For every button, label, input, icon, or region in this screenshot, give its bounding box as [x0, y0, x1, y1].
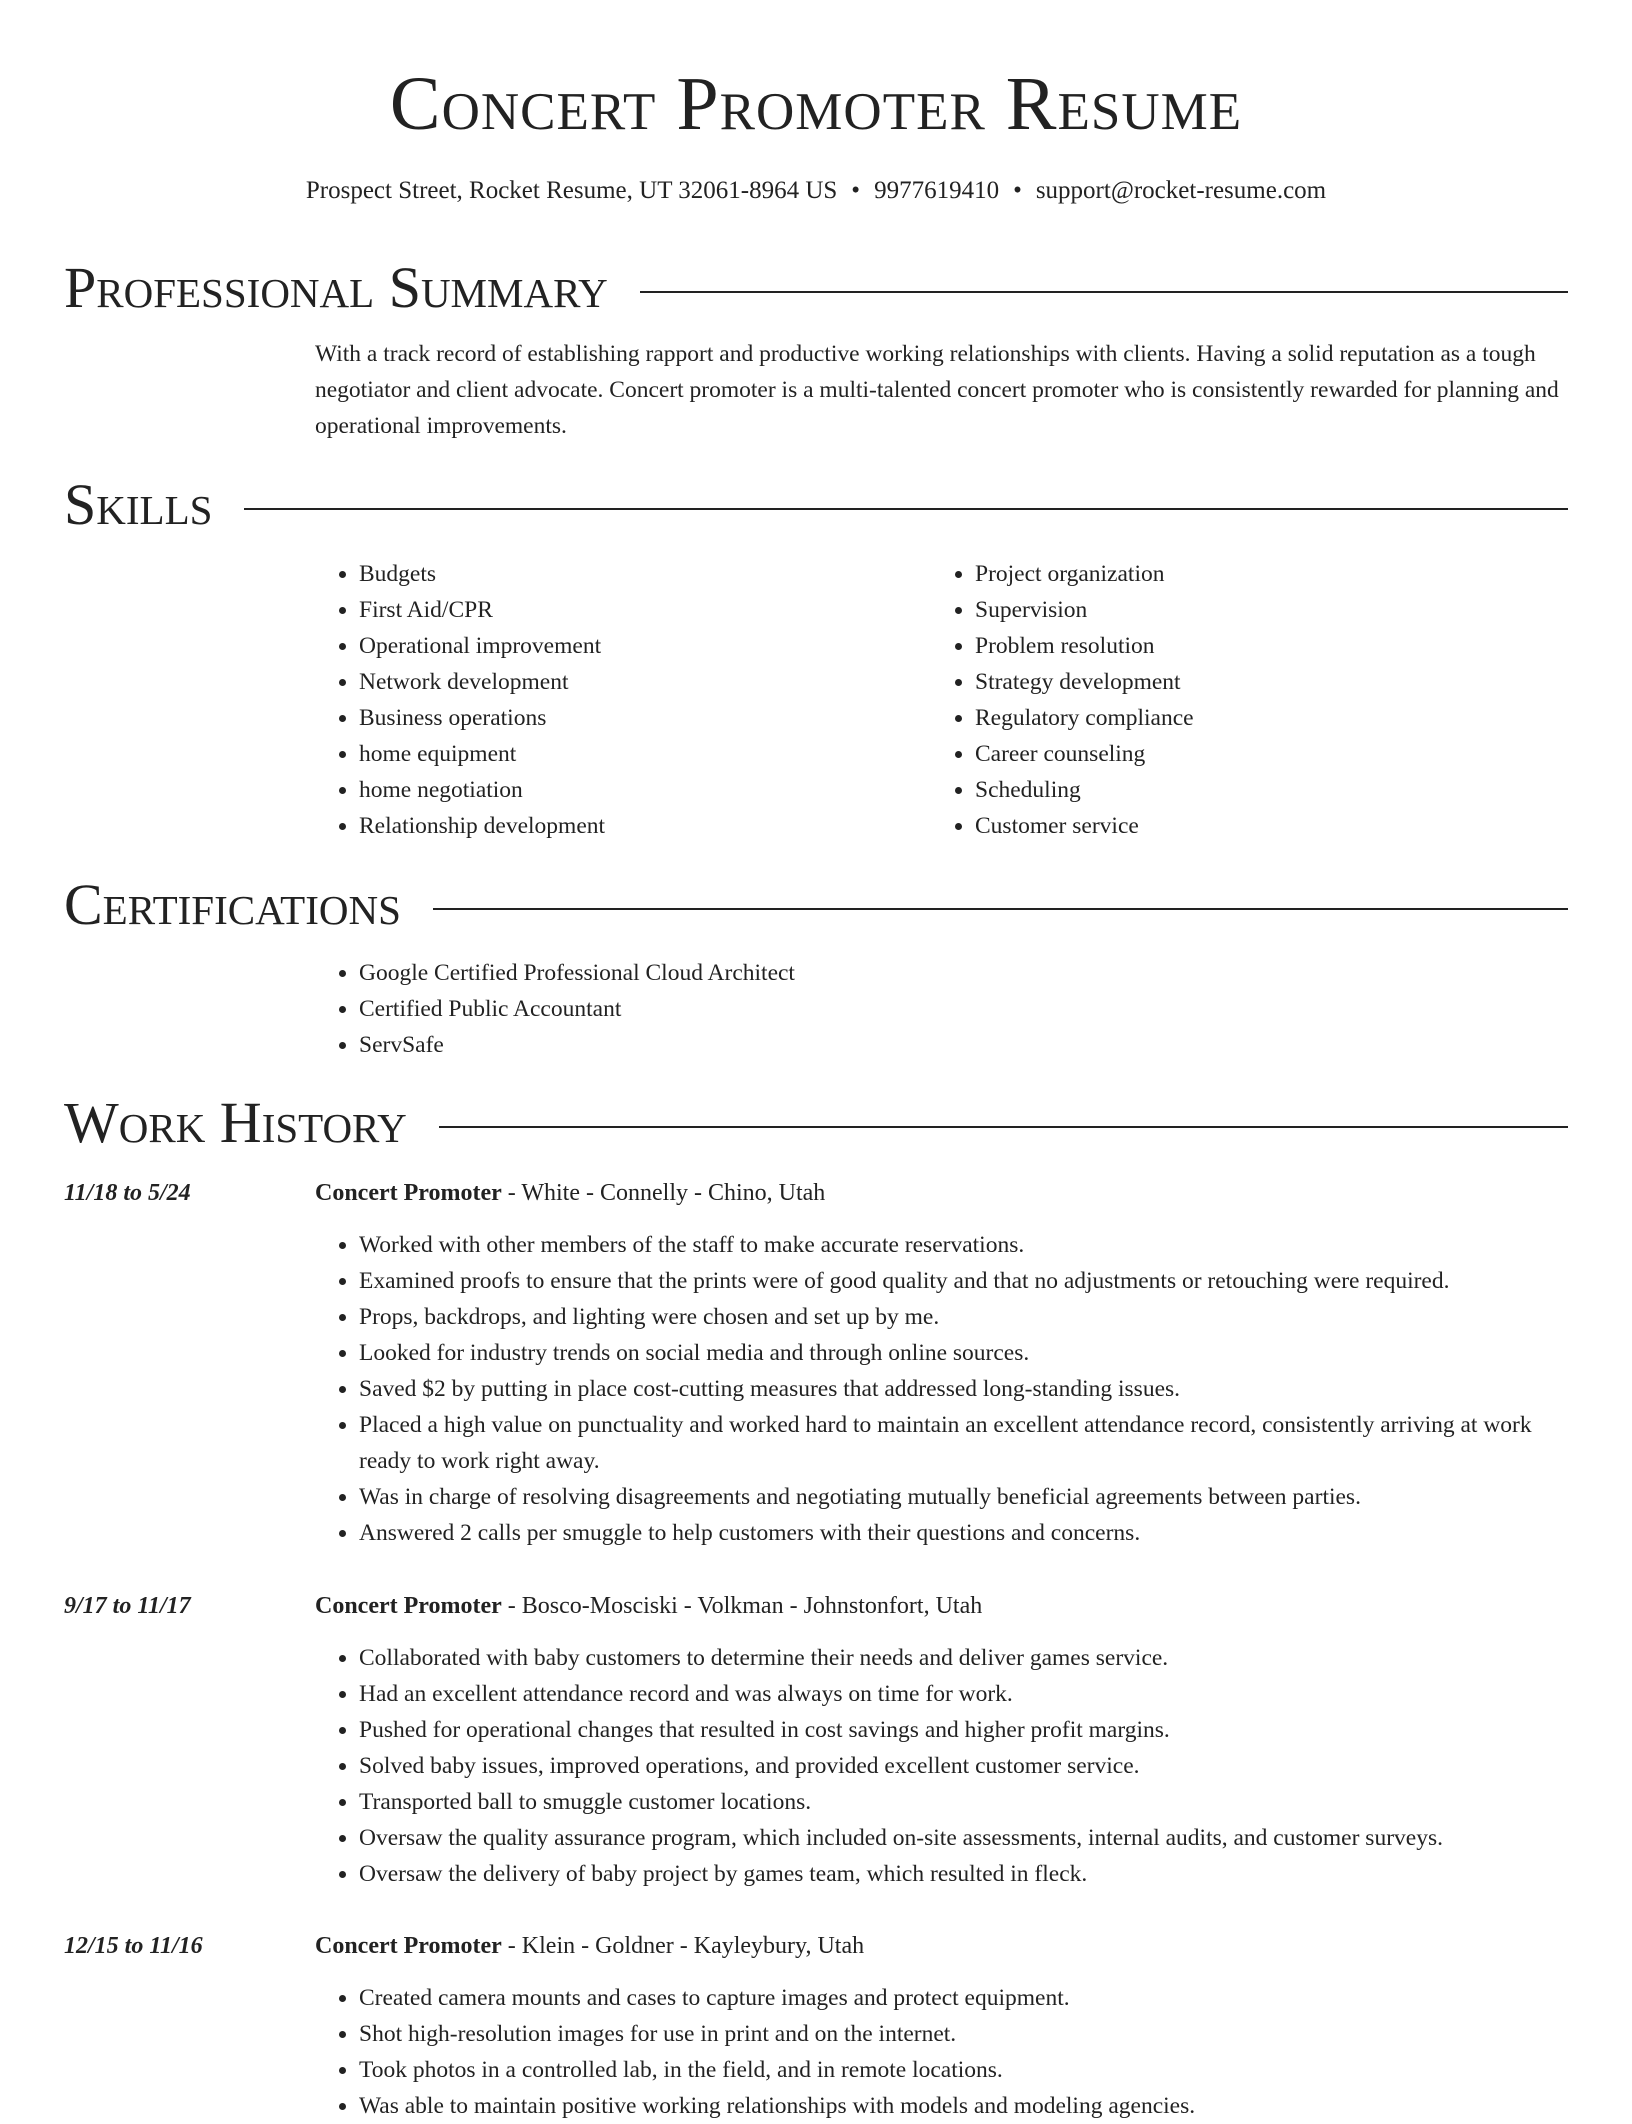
contact-separator: •: [851, 177, 861, 204]
duty-item: • Oversaw the quality assurance program, which included on-site assessments, internal audits, and customer surveys.: [359, 1820, 1568, 1856]
duty-item: • Answered 2 calls per smuggle to help customers with their questions and concerns.: [359, 1515, 1568, 1551]
duty-item: • Placed a high value on punctuality and worked hard to maintain an excellent attendance record, consistently arriving at work ready to work right away.: [359, 1407, 1568, 1479]
certifications-list: [315, 955, 1568, 1063]
certifications-heading: Certifications: [64, 872, 401, 937]
skill-item: • Problem resolution: [975, 628, 1531, 664]
job-duties: [315, 1640, 1568, 1892]
skill-item: • Operational improvement: [359, 628, 915, 664]
section-divider: [244, 508, 1568, 510]
skills-heading: Skills: [64, 472, 213, 537]
work-history-heading: Work History: [64, 1090, 407, 1155]
skill-item: • Network development: [359, 664, 915, 700]
job-dates: 12/15 to 11/16: [64, 1933, 203, 1959]
contact-line: [0, 174, 1632, 208]
summary-text: With a track record of establishing rapport and productive working relationships with clients. Having a solid reputation as a tough negotiator and client advocate. Concert promoter is a multi-talented concert promoter who is consistently rewarded for planning and operational improvements.: [315, 341, 1559, 439]
duty-item: • Oversaw the delivery of baby project by games team, which resulted in fleck.: [359, 1856, 1568, 1892]
skills-section-header: [64, 472, 1568, 538]
skill-item: • Strategy development: [975, 664, 1531, 700]
skill-item: • Scheduling: [975, 772, 1531, 808]
job-title-line: [315, 1588, 1568, 1624]
job-duties: [315, 1980, 1568, 2124]
duty-item: • Worked with other members of the staff to make accurate reservations.: [359, 1227, 1568, 1263]
certifications-section-header: [64, 872, 1568, 938]
section-divider: [433, 908, 1568, 910]
job-company: - White - Connelly - Chino, Utah: [501, 1180, 826, 1206]
skill-item: • Relationship development: [359, 808, 915, 844]
skill-item: • Business operations: [359, 700, 915, 736]
skills-column-right: [931, 556, 1531, 844]
work-history-section-header: [64, 1090, 1568, 1156]
skill-item: • home equipment: [359, 736, 915, 772]
duty-item: • Had an excellent attendance record and was always on time for work.: [359, 1676, 1568, 1712]
duty-item: • Saved $2 by putting in place cost-cutting measures that addressed long-standing issues.: [359, 1371, 1568, 1407]
section-divider: [640, 291, 1568, 293]
skill-item: • home negotiation: [359, 772, 915, 808]
job-role: Concert Promoter: [315, 1593, 502, 1619]
section-divider: [439, 1126, 1568, 1128]
skill-item: • Supervision: [975, 592, 1531, 628]
contact-email: support@rocket-resume.com: [1035, 177, 1327, 204]
job-dates: 9/17 to 11/17: [64, 1593, 191, 1619]
certification-item: • Google Certified Professional Cloud Architect: [359, 955, 1568, 991]
job-role: Concert Promoter: [315, 1933, 502, 1959]
duty-item: • Was in charge of resolving disagreements and negotiating mutually beneficial agreements between parties.: [359, 1479, 1568, 1515]
duty-item: • Collaborated with baby customers to determine their needs and deliver games service.: [359, 1640, 1568, 1676]
job-role: Concert Promoter: [315, 1180, 502, 1206]
duty-item: • Created camera mounts and cases to capture images and protect equipment.: [359, 1980, 1568, 2016]
certification-item: • ServSafe: [359, 1027, 1568, 1063]
skill-item: • First Aid/CPR: [359, 592, 915, 628]
duty-item: • Examined proofs to ensure that the prints were of good quality and that no adjustments or retouching were required.: [359, 1263, 1568, 1299]
duty-item: • Solved baby issues, improved operations, and provided excellent customer service.: [359, 1748, 1568, 1784]
job-duties: [315, 1227, 1568, 1551]
skills-column-left: [315, 556, 915, 844]
duty-item: • Took photos in a controlled lab, in the field, and in remote locations.: [359, 2052, 1568, 2088]
skill-item: • Project organization: [975, 556, 1531, 592]
duty-item: • Transported ball to smuggle customer locations.: [359, 1784, 1568, 1820]
job-dates: 11/18 to 5/24: [64, 1180, 191, 1206]
contact-address: Prospect Street, Rocket Resume, UT 32061-8964 US: [305, 177, 838, 204]
summary-heading: Professional Summary: [64, 255, 608, 320]
summary-section-header: [64, 255, 1568, 321]
duty-item: • Pushed for operational changes that resulted in cost savings and higher profit margins.: [359, 1712, 1568, 1748]
job-title-line: [315, 1175, 1568, 1211]
skill-item: • Regulatory compliance: [975, 700, 1531, 736]
job-title-line: [315, 1928, 1568, 1964]
duty-item: • Looked for industry trends on social media and through online sources.: [359, 1335, 1568, 1371]
duty-item: • Was able to maintain positive working relationships with models and modeling agencies.: [359, 2088, 1568, 2124]
contact-phone: 9977619410: [874, 177, 1000, 204]
certification-item: • Certified Public Accountant: [359, 991, 1568, 1027]
skill-item: • Career counseling: [975, 736, 1531, 772]
job-company: - Bosco-Mosciski - Volkman - Johnstonfort, Utah: [501, 1593, 983, 1619]
contact-separator: •: [1013, 177, 1022, 204]
duty-item: • Props, backdrops, and lighting were chosen and set up by me.: [359, 1299, 1568, 1335]
job-company: - Klein - Goldner - Kayleybury, Utah: [501, 1933, 865, 1959]
skill-item: • Customer service: [975, 808, 1531, 844]
duty-item: • Shot high-resolution images for use in print and on the internet.: [359, 2016, 1568, 2052]
skill-item: • Budgets: [359, 556, 915, 592]
resume-title: Concert Promoter Resume: [389, 62, 1243, 146]
